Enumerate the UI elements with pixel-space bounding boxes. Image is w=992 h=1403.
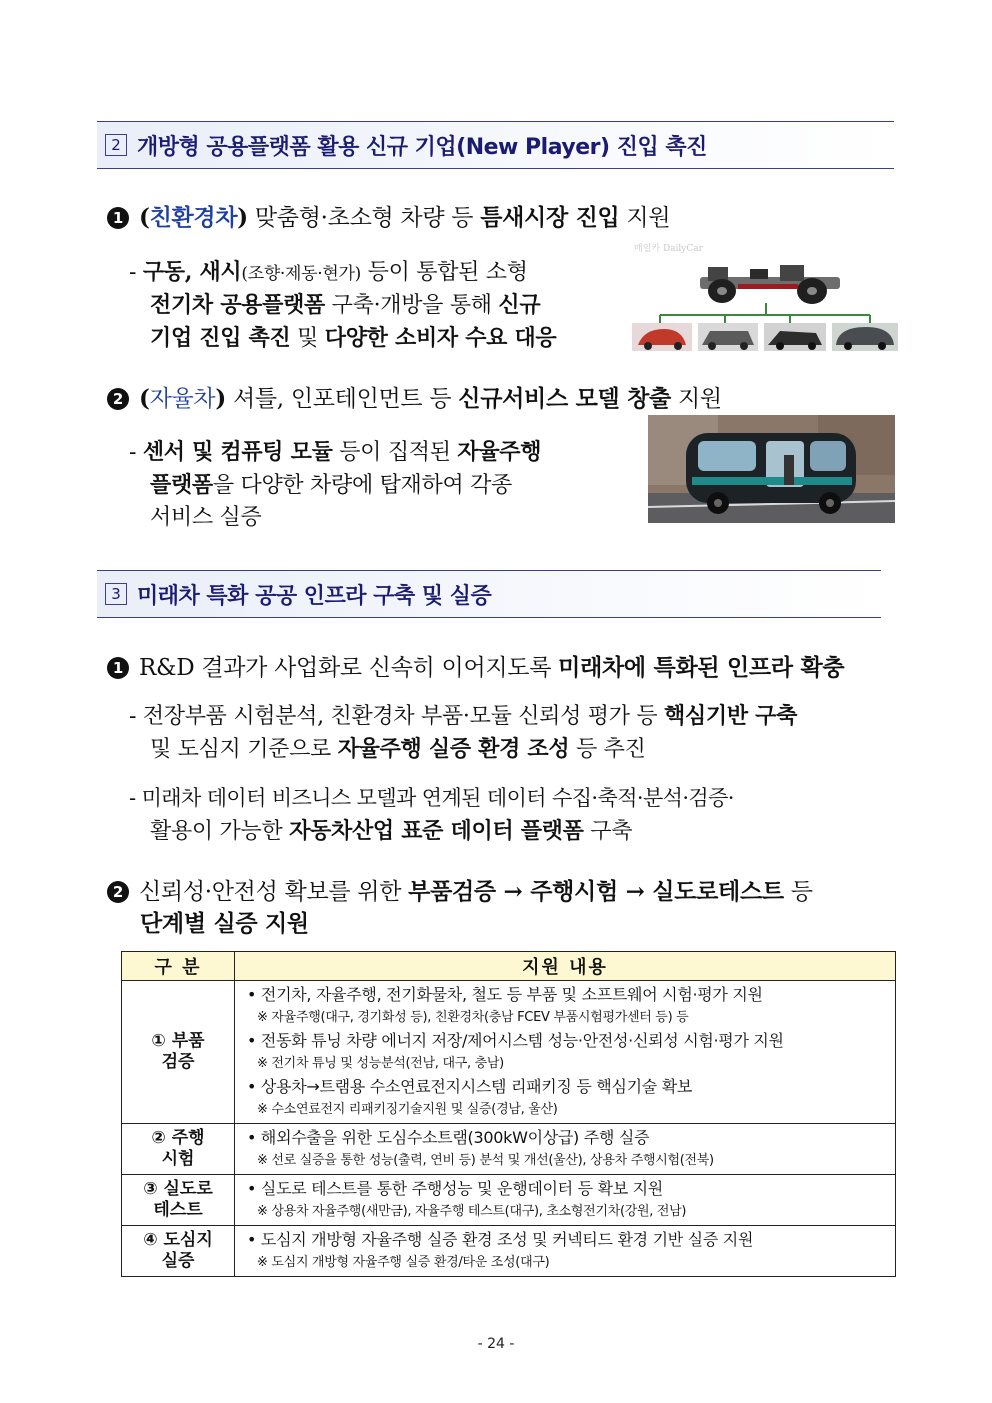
column-header-content: 지원 내용 xyxy=(235,952,896,981)
table-header-row xyxy=(122,952,896,981)
page-number: - 24 - xyxy=(477,1336,515,1352)
item-4-heading-line-2: 단계별 실증 지원 xyxy=(140,910,309,937)
support-note: ※ 전기차 튜닝 및 성능분석(전남, 대구, 충남) xyxy=(257,1056,504,1071)
section-3-header xyxy=(97,570,881,618)
item-3-sub-2-line-1: - 미래차 데이터 비즈니스 모델과 연계된 데이터 수집·축적·분석·검증· xyxy=(129,786,734,810)
item-2-sub-line-1: - 센서 및 컴퓨팅 모듈 등이 집적된 자율주행 xyxy=(129,439,542,465)
item-3-sub-2-line-2: 활용이 가능한 자동차산업 표준 데이터 플랫폼 구축 xyxy=(150,818,633,844)
item-1-sub-line-3: 기업 진입 촉진 및 다양한 소비자 수요 대응 xyxy=(150,325,557,351)
table-row xyxy=(122,1175,896,1226)
section-title: 개방형 공용플랫폼 활용 신규 기업(New Player) 진입 촉진 xyxy=(137,134,707,160)
row-content xyxy=(235,1226,896,1277)
ev-platform-image xyxy=(630,237,898,353)
support-item: • 상용차→트램용 수소연료전지시스템 리패키징 등 핵심기술 확보 xyxy=(247,1077,693,1096)
item-3-sub-1-line-1: - 전장부품 시험분석, 친환경차 부품·모듈 신뢰성 평가 등 핵심기반 구축 xyxy=(129,703,798,729)
numbered-bullet: 1 xyxy=(107,207,129,229)
support-table xyxy=(121,951,896,1277)
row-category: ③ 실도로 테스트 xyxy=(122,1175,235,1226)
table-row xyxy=(122,1226,896,1277)
table-row xyxy=(122,1124,896,1175)
item-2-heading: 2 (자율차) 셔틀, 인포테인먼트 등 신규서비스 모델 창출 지원 xyxy=(107,380,722,413)
item-1-heading: 1 (친환경차) 맞춤형·초소형 차량 등 틈새시장 진입 지원 xyxy=(107,199,670,232)
item-3-heading: 1 R&D 결과가 사업화로 신속히 이어지도록 미래차에 특화된 인프라 확충 xyxy=(107,649,844,682)
section-number-box: 2 xyxy=(105,134,127,156)
support-note: ※ 자율주행(대구, 경기화성 등), 친환경차(충남 FCEV 부품시험평가센터 등) 등 xyxy=(257,1010,689,1025)
table-row xyxy=(122,981,896,1124)
support-note: ※ 도심지 개방형 자율주행 실증 환경/타운 조성(대구) xyxy=(257,1255,550,1270)
support-note: ※ 선로 실증을 통한 성능(출력, 연비 등) 분석 및 개선(울산), 상용차 주행시험(전북) xyxy=(257,1153,714,1168)
item-1-sub-line-2: 전기차 공용플랫폼 구축·개방을 통해 신규 xyxy=(150,292,541,318)
support-item: • 전기차, 자율주행, 전기화물차, 철도 등 부품 및 소프트웨어 시험·평가 지원 xyxy=(247,985,763,1004)
support-item: • 해외수출을 위한 도심수소트램(300kW이상급) 주행 실증 xyxy=(247,1128,650,1147)
row-category: ④ 도심지 실증 xyxy=(122,1226,235,1277)
row-content xyxy=(235,1124,896,1175)
row-content xyxy=(235,1175,896,1226)
support-note: ※ 수소연료전지 리패키징기술지원 및 실증(경남, 울산) xyxy=(257,1102,558,1117)
row-content xyxy=(235,981,896,1124)
row-category: ① 부품 검증 xyxy=(122,981,235,1124)
support-note: ※ 상용차 자율주행(새만금), 자율주행 테스트(대구), 초소형전기차(강원, 전남) xyxy=(257,1204,687,1219)
column-header-category: 구 분 xyxy=(122,952,235,981)
item-1-sub-line-1: - 구동, 새시(조향·제동·현가) 등이 통합된 소형 xyxy=(129,259,528,285)
section-title: 미래차 특화 공공 인프라 구축 및 실증 xyxy=(137,583,492,609)
support-item: • 전동화 튜닝 차량 에너지 저장/제어시스템 성능·안전성·신뢰성 시험·평가 지원 xyxy=(247,1031,784,1050)
section-number-box: 3 xyxy=(105,583,127,605)
support-item: • 실도로 테스트를 통한 주행성능 및 운행데이터 등 확보 지원 xyxy=(247,1179,663,1198)
category-tag: 자율차 xyxy=(149,386,216,412)
item-4-heading-line-1: 2 신뢰성·안전성 확보를 위한 부품검증 → 주행시험 → 실도로테스트 등 xyxy=(107,873,813,906)
support-item: • 도심지 개방형 자율주행 실증 환경 조성 및 커넥티드 환경 기반 실증 지원 xyxy=(247,1230,754,1249)
row-category: ② 주행 시험 xyxy=(122,1124,235,1175)
category-tag: 친환경차 xyxy=(149,204,238,231)
section-2-header xyxy=(97,121,894,169)
item-2-sub-line-3: 서비스 실증 xyxy=(150,505,262,530)
numbered-bullet: 2 xyxy=(107,388,129,410)
item-3-sub-1-line-2: 및 도심지 기준으로 자율주행 실증 환경 조성 등 추진 xyxy=(150,736,646,762)
numbered-bullet: 1 xyxy=(107,657,129,679)
numbered-bullet: 2 xyxy=(107,881,129,903)
watermark-text: 매일카 DailyCar xyxy=(634,244,703,254)
item-2-sub-line-2: 플랫폼을 다양한 차량에 탑재하여 각종 xyxy=(150,472,513,498)
autonomous-shuttle-image xyxy=(648,415,895,523)
